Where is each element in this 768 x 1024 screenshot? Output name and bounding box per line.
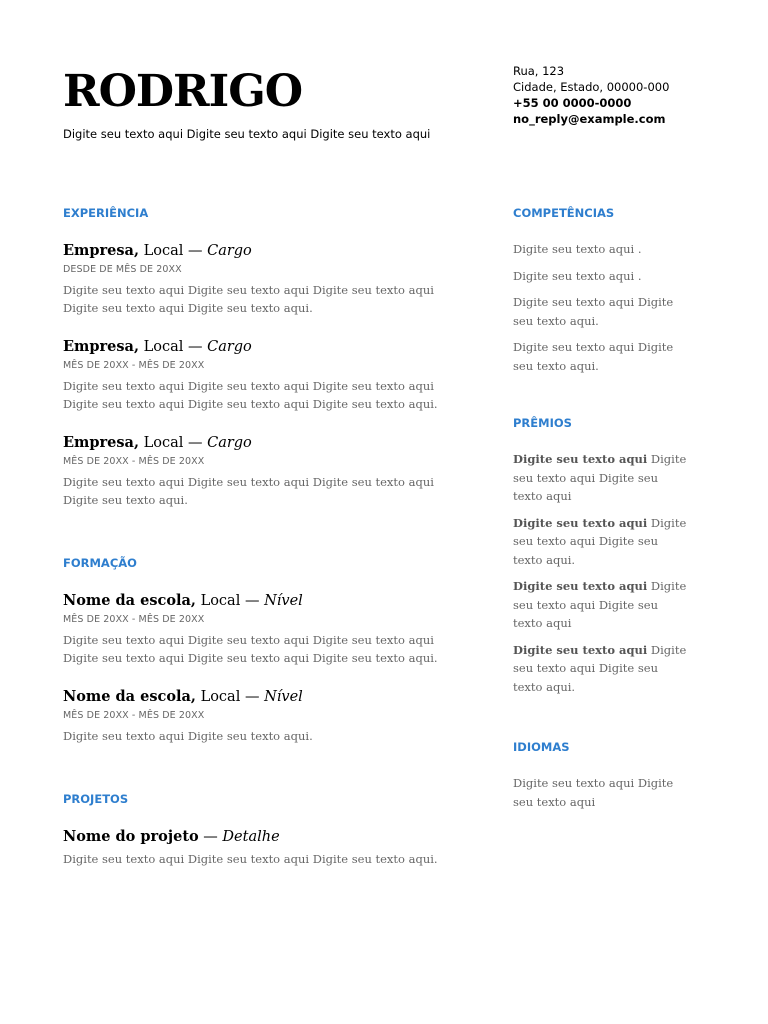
section-heading-awards: PRÊMIOS bbox=[513, 416, 572, 430]
award-item bbox=[513, 514, 688, 570]
entry-location: Local — bbox=[139, 243, 208, 259]
entry-description: Digite seu texto aqui Digite seu texto aqui Digite seu texto aqui Digite seu texto aqui. bbox=[63, 475, 434, 507]
entry-title bbox=[63, 433, 463, 453]
entry-dates: MÊS DE 20XX - MÊS DE 20XX bbox=[63, 710, 205, 721]
education-entry bbox=[63, 687, 463, 745]
entry-dates: MÊS DE 20XX - MÊS DE 20XX bbox=[63, 614, 205, 625]
award-item bbox=[513, 450, 688, 506]
experience-entry bbox=[63, 337, 463, 413]
entry-role: Cargo bbox=[207, 339, 252, 355]
entry-role: Cargo bbox=[207, 243, 252, 259]
entry-location: Local — bbox=[139, 435, 208, 451]
entry-school: Nome da escola, bbox=[63, 592, 196, 609]
entry-role: Cargo bbox=[207, 435, 252, 451]
section-heading-skills: COMPETÊNCIAS bbox=[513, 206, 615, 220]
skills-list bbox=[513, 240, 688, 375]
award-text: Digite seu texto aqui Digite seu texto aqui. bbox=[513, 642, 687, 694]
section-heading-languages: IDIOMAS bbox=[513, 740, 570, 754]
project-separator: — bbox=[198, 829, 223, 845]
entry-title bbox=[63, 337, 463, 357]
entry-description: Digite seu texto aqui Digite seu texto aqui Digite seu texto aqui Digite seu texto aqui Digite seu texto aqui Digite seu texto aqui. bbox=[63, 633, 438, 665]
project-name: Nome do projeto bbox=[63, 828, 199, 845]
award-title: Digite seu texto aqui bbox=[513, 579, 648, 593]
entry-title bbox=[63, 241, 463, 261]
award-title: Digite seu texto aqui bbox=[513, 452, 648, 466]
entry-description: Digite seu texto aqui Digite seu texto aqui. bbox=[63, 729, 313, 743]
entry-company: Empresa, bbox=[63, 338, 140, 355]
entry-dates: MÊS DE 20XX - MÊS DE 20XX bbox=[63, 456, 205, 467]
section-heading-education: FORMAÇÃO bbox=[63, 556, 137, 570]
skill-item: Digite seu texto aqui Digite seu texto aqui. bbox=[513, 295, 674, 328]
entry-school: Nome da escola, bbox=[63, 688, 196, 705]
section-heading-experience: EXPERIÊNCIA bbox=[63, 206, 149, 220]
award-text: Digite seu texto aqui Digite seu texto aqui bbox=[513, 579, 687, 630]
education-entry bbox=[63, 591, 463, 667]
award-item bbox=[513, 641, 688, 697]
experience-entry bbox=[63, 433, 463, 509]
contact-email: no_reply@example.com bbox=[513, 112, 666, 126]
contact-city: Cidade, Estado, 00000-000 bbox=[513, 80, 670, 94]
entry-description: Digite seu texto aqui Digite seu texto aqui Digite seu texto aqui Digite seu texto aqui Digite seu texto aqui. bbox=[63, 283, 434, 315]
main-column bbox=[63, 206, 463, 868]
award-text: Digite seu texto aqui Digite seu texto aqui. bbox=[513, 515, 687, 567]
project-detail: Detalhe bbox=[222, 829, 280, 845]
entry-description: Digite seu texto aqui Digite seu texto aqui Digite seu texto aqui. bbox=[63, 852, 438, 866]
entry-level: Nível bbox=[264, 689, 303, 705]
entry-dates: MÊS DE 20XX - MÊS DE 20XX bbox=[63, 360, 205, 371]
entry-location: Local — bbox=[195, 689, 265, 705]
contact-phone: +55 00 0000-0000 bbox=[513, 96, 632, 110]
entry-description: Digite seu texto aqui Digite seu texto aqui Digite seu texto aqui Digite seu texto aqui Digite seu texto aqui Digite seu texto aqui. bbox=[63, 379, 438, 411]
resume-name: RODRIGO bbox=[63, 66, 303, 117]
entry-company: Empresa, bbox=[63, 242, 140, 259]
entry-title bbox=[63, 591, 463, 611]
section-heading-projects: PROJETOS bbox=[63, 792, 129, 806]
side-column bbox=[513, 206, 688, 811]
resume-tagline: Digite seu texto aqui Digite seu texto aqui Digite seu texto aqui bbox=[63, 127, 431, 141]
entry-dates: DESDE DE MÊS DE 20XX bbox=[63, 264, 182, 275]
languages-text: Digite seu texto aqui Digite seu texto aqui bbox=[513, 776, 674, 809]
entry-company: Empresa, bbox=[63, 434, 140, 451]
award-text: Digite seu texto aqui Digite seu texto aqui bbox=[513, 452, 687, 503]
entry-title bbox=[63, 827, 463, 847]
award-title: Digite seu texto aqui bbox=[513, 515, 648, 530]
awards-list bbox=[513, 450, 688, 696]
experience-entry bbox=[63, 241, 463, 317]
contact-street: Rua, 123 bbox=[513, 64, 565, 78]
award-item bbox=[513, 577, 688, 633]
entry-level: Nível bbox=[264, 593, 303, 609]
project-entry bbox=[63, 827, 463, 868]
contact-block bbox=[513, 63, 753, 127]
award-title: Digite seu texto aqui bbox=[513, 642, 648, 657]
skill-item: Digite seu texto aqui . bbox=[513, 268, 642, 283]
entry-location: Local — bbox=[195, 593, 265, 609]
skill-item: Digite seu texto aqui . bbox=[513, 242, 642, 256]
entry-title bbox=[63, 687, 463, 707]
skill-item: Digite seu texto aqui Digite seu texto aqui. bbox=[513, 340, 674, 373]
entry-location: Local — bbox=[139, 339, 208, 355]
